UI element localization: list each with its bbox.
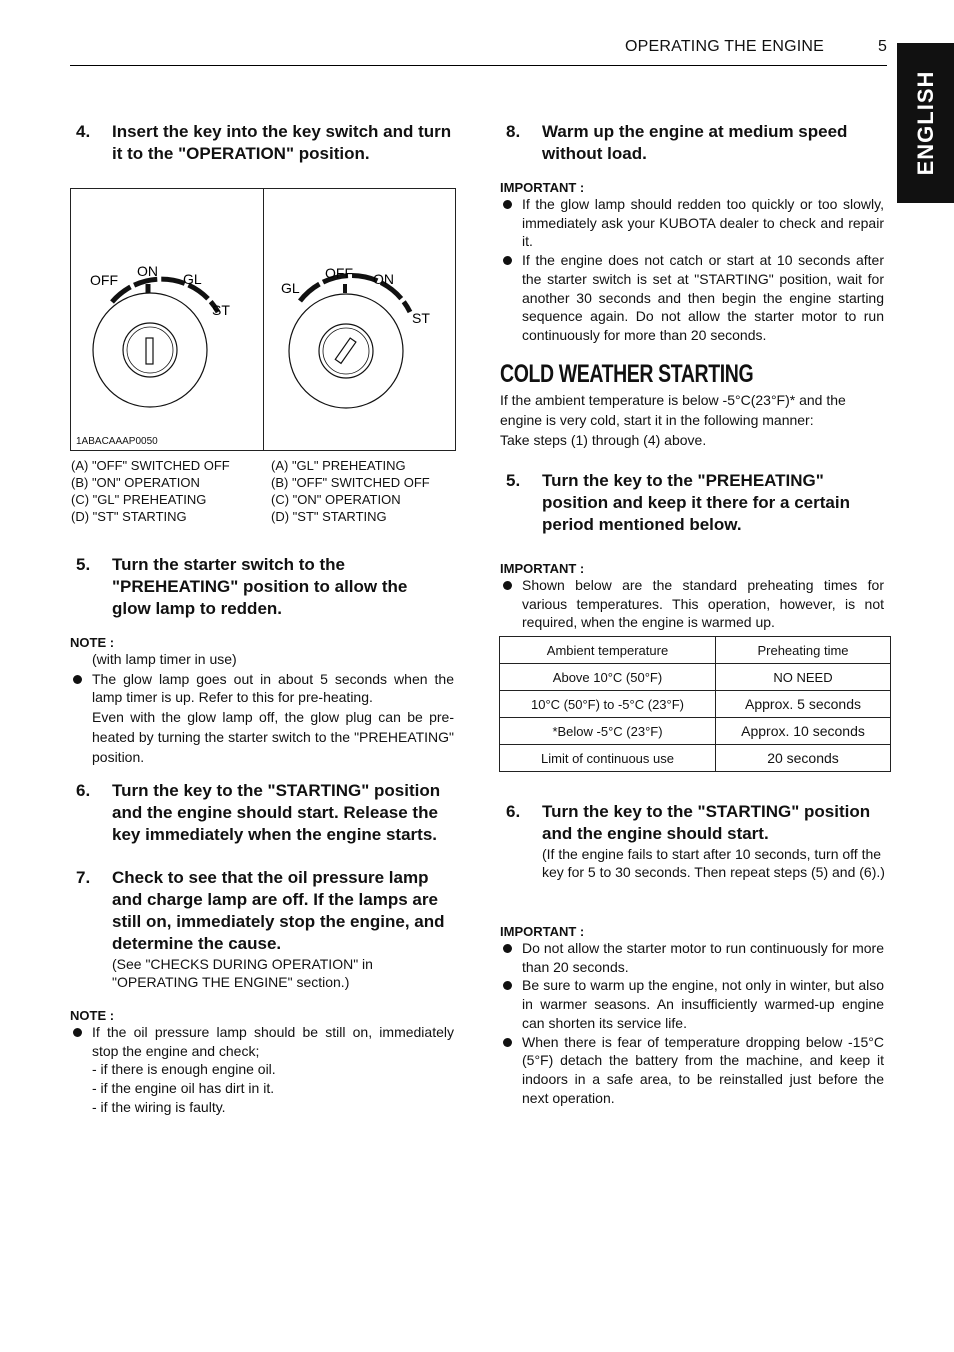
- running-header: OPERATING THE ENGINE: [625, 38, 824, 55]
- note-label: NOTE :: [70, 1008, 115, 1023]
- dial2-gl-label: GL: [281, 280, 300, 296]
- step-text: Check to see that the oil pressure lamp and charge lamp are off. If the lamps are still on, immediately stop the engine, and determine the cause.: [112, 868, 445, 953]
- note-bullet: The glow lamp goes out in about 5 seconds when the lamp timer is up. Refer to this for pre-heating.: [70, 670, 454, 707]
- note-2: [70, 1008, 454, 1117]
- step-text: Warm up the engine at medium speed without load.: [542, 122, 848, 163]
- caption-item: (B) "ON" OPERATION: [71, 475, 200, 490]
- step-7-left: [76, 867, 461, 991]
- important-1: [500, 180, 884, 345]
- table-cell: 10°C (50°F) to -5°C (23°F): [500, 691, 716, 718]
- key-switch-diagram: [70, 188, 456, 450]
- dial1-gl-label: GL: [183, 271, 202, 287]
- language-tab: [897, 43, 954, 203]
- table-header: Preheating time: [716, 637, 891, 664]
- table-cell: 20 seconds: [716, 745, 891, 772]
- caption-item: (B) "OFF" SWITCHED OFF: [271, 475, 430, 490]
- important-3: [500, 924, 884, 1107]
- table-cell: *Below -5°C (23°F): [500, 718, 716, 745]
- step-number: 5.: [506, 471, 521, 490]
- step-text: Turn the key to the "STARTING" position and the engine should start. Release the key immediately when the engine starts.: [112, 781, 441, 844]
- step-5-right: [506, 470, 891, 536]
- important-label: IMPORTANT :: [500, 180, 585, 195]
- important-bullet: Shown below are the standard preheating times for various temperatures. This operation, however, is not required, when the engine is warmed up.: [500, 576, 884, 632]
- key-dial-2: [281, 265, 430, 408]
- dial1-on-label: ON: [137, 263, 158, 279]
- dial2-on-label: ON: [373, 271, 394, 287]
- table-row: [500, 718, 891, 745]
- dial2-off-label: OFF: [325, 265, 353, 281]
- step-text: Turn the key to the "PREHEATING" position and keep it there for a certain period mentioned below.: [542, 471, 850, 534]
- table-cell: NO NEED: [716, 664, 891, 691]
- dial1-st-label: ST: [212, 302, 230, 318]
- step-number: 4.: [76, 122, 91, 141]
- dial1-off-label: OFF: [90, 272, 118, 288]
- important-bullet: If the engine does not catch or start at 10 seconds after the starter switch is set at "STARTING" position, wait for another 30 seconds and then begin the engine starting sequence again. Do not allow the starter motor to run continuously for more than 20 seconds.: [500, 251, 884, 345]
- cold-intro: [500, 390, 886, 450]
- note-item: - if there is enough engine oil.: [92, 1061, 276, 1078]
- table-cell: Limit of continuous use: [500, 745, 716, 772]
- table-header-row: [500, 637, 891, 664]
- note-label: NOTE :: [70, 635, 115, 650]
- step-5-left: [76, 554, 446, 620]
- note-item: - if the engine oil has dirt in it.: [92, 1080, 275, 1097]
- caption-item: (D) "ST" STARTING: [71, 509, 187, 524]
- section-title: COLD WEATHER STARTING: [500, 360, 754, 388]
- step-text: Insert the key into the key switch and turn it to the "OPERATION" position.: [112, 122, 452, 163]
- important-bullet: If the glow lamp should redden too quickly or too slowly, immediately ask your KUBOTA dealer to check and repair it.: [500, 195, 884, 251]
- dial2-st-label: ST: [412, 310, 430, 326]
- step-8: [506, 121, 891, 165]
- caption-left: [71, 457, 266, 525]
- step-number: 6.: [506, 802, 521, 821]
- step-6-left: [76, 780, 456, 846]
- note-lead: (with lamp timer in use): [92, 651, 237, 667]
- important-2: [500, 561, 884, 632]
- step-number: 8.: [506, 122, 521, 141]
- step-subtext: (If the engine fails to start after 10 seconds, turn off the key for 5 to 30 seconds. Then repeat steps (5) and (6).): [542, 846, 885, 880]
- cold-paragraph: Take steps (1) through (4) above.: [500, 432, 707, 448]
- important-label: IMPORTANT :: [500, 561, 585, 576]
- page-number: 5: [878, 38, 887, 55]
- table-header: Ambient temperature: [500, 637, 716, 664]
- note-item: - if the wiring is faulty.: [92, 1098, 226, 1115]
- table-row: [500, 664, 891, 691]
- important-label: IMPORTANT :: [500, 924, 585, 939]
- step-subtext: (See "CHECKS DURING OPERATION" in "OPERATING THE ENGINE" section.): [112, 956, 373, 990]
- note-bullet: If the oil pressure lamp should be still on, immediately stop the engine and check;: [70, 1023, 454, 1060]
- step-number: 6.: [76, 781, 91, 800]
- table-row: [500, 745, 891, 772]
- header-rule: [70, 65, 887, 66]
- table-cell: Approx. 10 seconds: [716, 718, 891, 745]
- step-number: 5.: [76, 555, 91, 574]
- figure-id: 1ABACAAAP0050: [76, 436, 158, 447]
- important-bullet: Be sure to warm up the engine, not only in winter, but also in warmer seasons. An insufficiently warmed-up engine can shorten its service life.: [500, 976, 884, 1032]
- important-bullet: When there is fear of temperature dropping below -15°C (5°F) detach the battery from the machine, and keep it indoors in a safe area, to be reinstalled just before the next operation.: [500, 1033, 884, 1108]
- caption-right: [271, 457, 461, 525]
- table-cell: Above 10°C (50°F): [500, 664, 716, 691]
- caption-item: (A) "OFF" SWITCHED OFF: [71, 458, 230, 473]
- caption-item: (D) "ST" STARTING: [271, 509, 387, 524]
- important-bullet: Do not allow the starter motor to run continuously for more than 20 seconds.: [500, 939, 884, 976]
- step-4: [76, 121, 461, 165]
- cold-paragraph: If the ambient temperature is below -5°C(23°F)* and the engine is very cold, start it in the following manner:: [500, 392, 846, 428]
- language-tab-label: ENGLISH: [912, 70, 938, 176]
- note-extra: Even with the glow lamp off, the glow plug can be pre-heated by turning the starter switch to the "PREHEATING" position.: [92, 708, 454, 765]
- preheating-table: [499, 636, 891, 772]
- step-6-right: [506, 801, 891, 881]
- caption-item: (C) "GL" PREHEATING: [71, 492, 207, 507]
- step-text: Turn the key to the "STARTING" position and the engine should start.: [542, 802, 871, 843]
- note-1: [70, 635, 454, 767]
- table-row: [500, 691, 891, 718]
- step-number: 7.: [76, 868, 91, 887]
- key-dial-1: [90, 263, 230, 407]
- caption-item: (A) "GL" PREHEATING: [271, 458, 406, 473]
- table-cell: Approx. 5 seconds: [716, 691, 891, 718]
- caption-item: (C) "ON" OPERATION: [271, 492, 401, 507]
- step-text: Turn the starter switch to the "PREHEATING" position to allow the glow lamp to redden.: [112, 555, 408, 618]
